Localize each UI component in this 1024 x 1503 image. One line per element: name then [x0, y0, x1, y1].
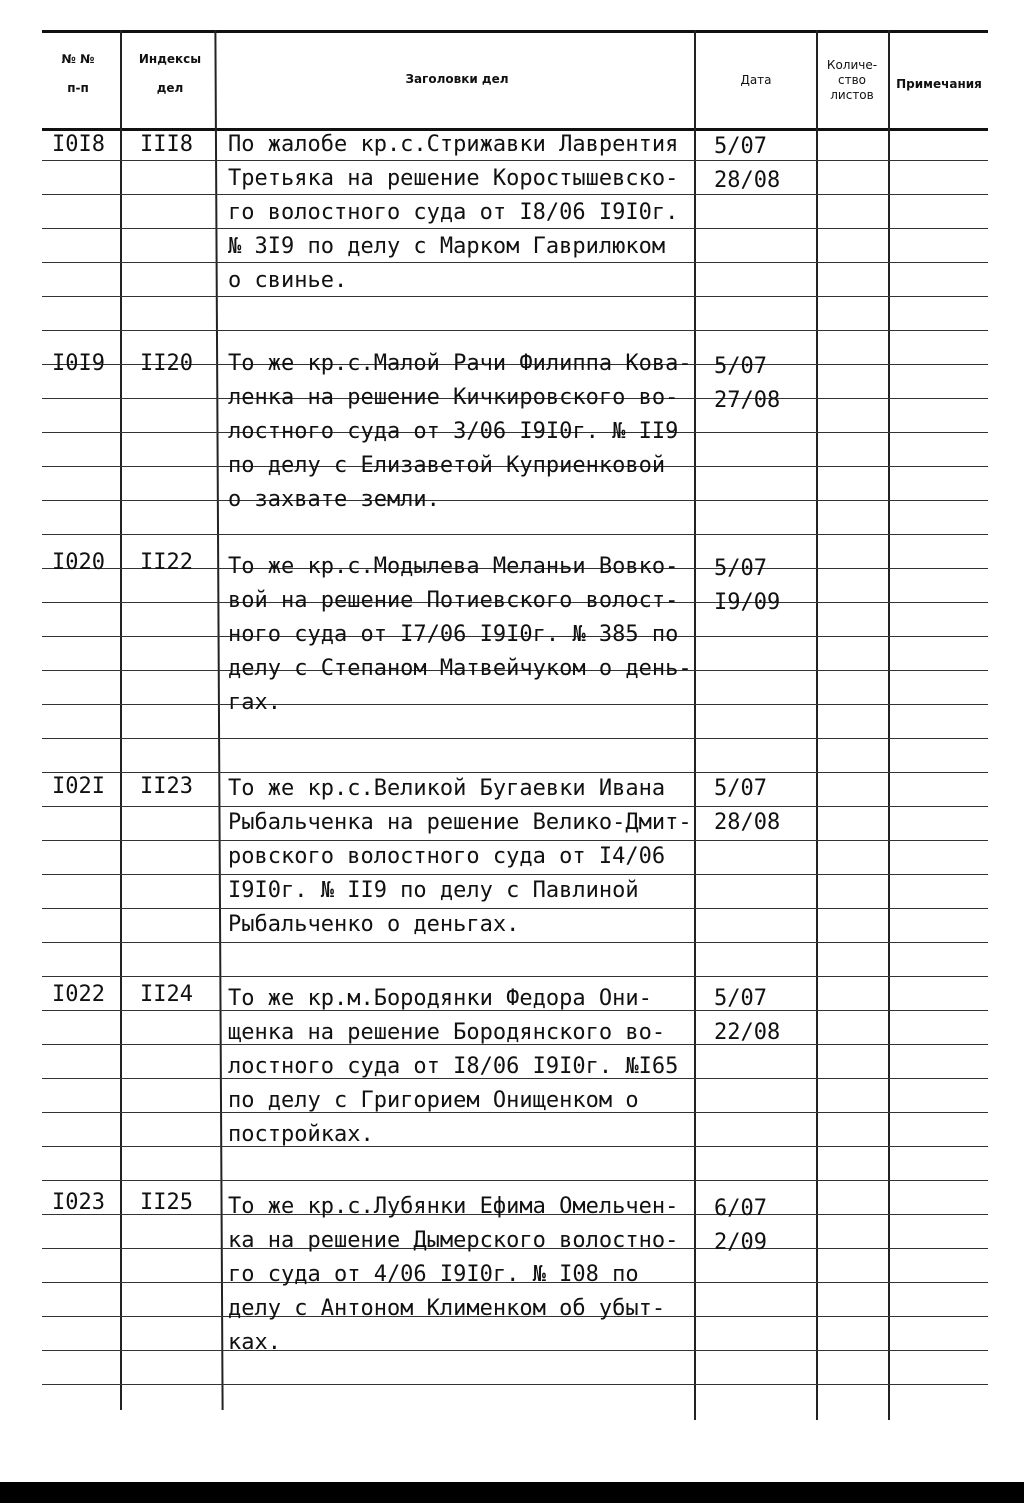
- entry-index: II24: [140, 982, 193, 1007]
- entry-title: [228, 1190, 693, 1360]
- entry-index: II22: [140, 550, 193, 575]
- title-line: Третьяка на решение Коростышевско-: [228, 166, 679, 191]
- title-line: постройках.: [228, 1122, 374, 1147]
- title-line: делу с Антоном Клименком об убыт-: [228, 1296, 666, 1321]
- title-line: делу с Степаном Матвейчуком о день-: [228, 656, 692, 681]
- date-line: 2/09: [714, 1230, 767, 1255]
- date-line: 5/07: [714, 354, 767, 379]
- entry-date: [714, 130, 804, 198]
- entry-index: II23: [140, 774, 193, 799]
- title-line: щенка на решение Бородянского во-: [228, 1020, 666, 1045]
- ruled-line: [42, 976, 988, 977]
- header-top-rule: [42, 30, 988, 33]
- entry-number: I020: [52, 550, 105, 575]
- date-line: 28/08: [714, 810, 781, 835]
- entry-number: I0I8: [52, 132, 105, 157]
- ruled-line: [42, 1384, 988, 1385]
- ruled-line: [42, 1180, 988, 1181]
- entry-title: [228, 982, 693, 1152]
- date-line: 6/07: [714, 1196, 767, 1221]
- column-divider: [816, 30, 818, 1420]
- entry-number: I022: [52, 982, 105, 1007]
- title-line: по делу с Григорием Онищенком о: [228, 1088, 639, 1113]
- title-line: лостного суда от I8/06 I9I0г. №I65: [228, 1054, 679, 1079]
- title-line: № 3I9 по делу с Марком Гаврилюком: [228, 234, 666, 259]
- column-divider: [120, 30, 122, 1410]
- entry-date: [714, 982, 804, 1050]
- header-index: Индексы дел: [138, 52, 202, 95]
- entry-title: [228, 347, 693, 517]
- title-line: ленка на решение Кичкировского во-: [228, 385, 679, 410]
- title-line: по делу с Елизаветой Куприенковой: [228, 453, 666, 478]
- ruled-line: [42, 942, 988, 943]
- header-title: Заголовки дел: [405, 72, 509, 86]
- ruled-line: [42, 738, 988, 739]
- date-line: 22/08: [714, 1020, 781, 1045]
- entry-number: I02I: [52, 774, 105, 799]
- title-line: ках.: [228, 1330, 281, 1355]
- date-line: 5/07: [714, 134, 767, 159]
- entry-title: [228, 550, 693, 720]
- title-line: I9I0г. № II9 по делу с Павлиной: [228, 878, 639, 903]
- title-line: ка на решение Дымерского волостно-: [228, 1228, 679, 1253]
- title-line: гах.: [228, 690, 281, 715]
- date-line: 5/07: [714, 776, 767, 801]
- date-line: 5/07: [714, 556, 767, 581]
- title-line: То же кр.с.Малой Рачи Филиппа Кова-: [228, 351, 692, 376]
- title-line: го волостного суда от I8/06 I9I0г.: [228, 200, 679, 225]
- date-line: 28/08: [714, 168, 781, 193]
- title-line: По жалобе кр.с.Стрижавки Лаврентия: [228, 132, 679, 157]
- title-line: ровского волостного суда от I4/06: [228, 844, 666, 869]
- entry-date: [714, 350, 804, 418]
- title-line: Рыбальченка на решение Велико-Дмит-: [228, 810, 692, 835]
- title-line: То же кр.с.Модылева Меланьи Вовко-: [228, 554, 679, 579]
- ruled-line: [42, 534, 988, 535]
- entry-number: I0I9: [52, 351, 105, 376]
- column-divider: [694, 30, 696, 1420]
- title-line: о свинье.: [228, 268, 348, 293]
- entry-date: [714, 552, 804, 620]
- scan-bottom-border: [0, 1482, 1024, 1503]
- title-line: То же кр.с.Лубянки Ефима Омельчен-: [228, 1194, 679, 1219]
- header-notes: Примечания: [896, 77, 982, 91]
- entry-date: [714, 772, 804, 840]
- entry-title: [228, 128, 693, 298]
- title-line: вой на решение Потиевского волост-: [228, 588, 679, 613]
- title-line: ного суда от I7/06 I9I0г. № 385 по: [228, 622, 679, 647]
- title-line: лостного суда от 3/06 I9I0г. № II9: [228, 419, 679, 444]
- title-line: То же кр.с.Великой Бугаевки Ивана: [228, 776, 666, 801]
- header-date: Дата: [740, 73, 772, 87]
- ruled-line: [42, 330, 988, 331]
- entry-title: [228, 772, 693, 942]
- date-line: 5/07: [714, 986, 767, 1011]
- date-line: 27/08: [714, 388, 781, 413]
- column-divider: [214, 30, 223, 1410]
- title-line: о захвате земли.: [228, 487, 440, 512]
- entry-index: II25: [140, 1190, 193, 1215]
- entry-index: II20: [140, 351, 193, 376]
- date-line: I9/09: [714, 590, 781, 615]
- entry-number: I023: [52, 1190, 105, 1215]
- column-divider: [888, 30, 890, 1420]
- header-sheets: Количе- ство листов: [826, 58, 878, 102]
- entry-date: [714, 1192, 804, 1260]
- title-line: То же кр.м.Бородянки Федора Они-: [228, 986, 652, 1011]
- title-line: го суда от 4/06 I9I0г. № I08 по: [228, 1262, 639, 1287]
- title-line: Рыбальченко о деньгах.: [228, 912, 520, 937]
- header-number: № № п-п: [61, 52, 95, 95]
- entry-index: III8: [140, 132, 193, 157]
